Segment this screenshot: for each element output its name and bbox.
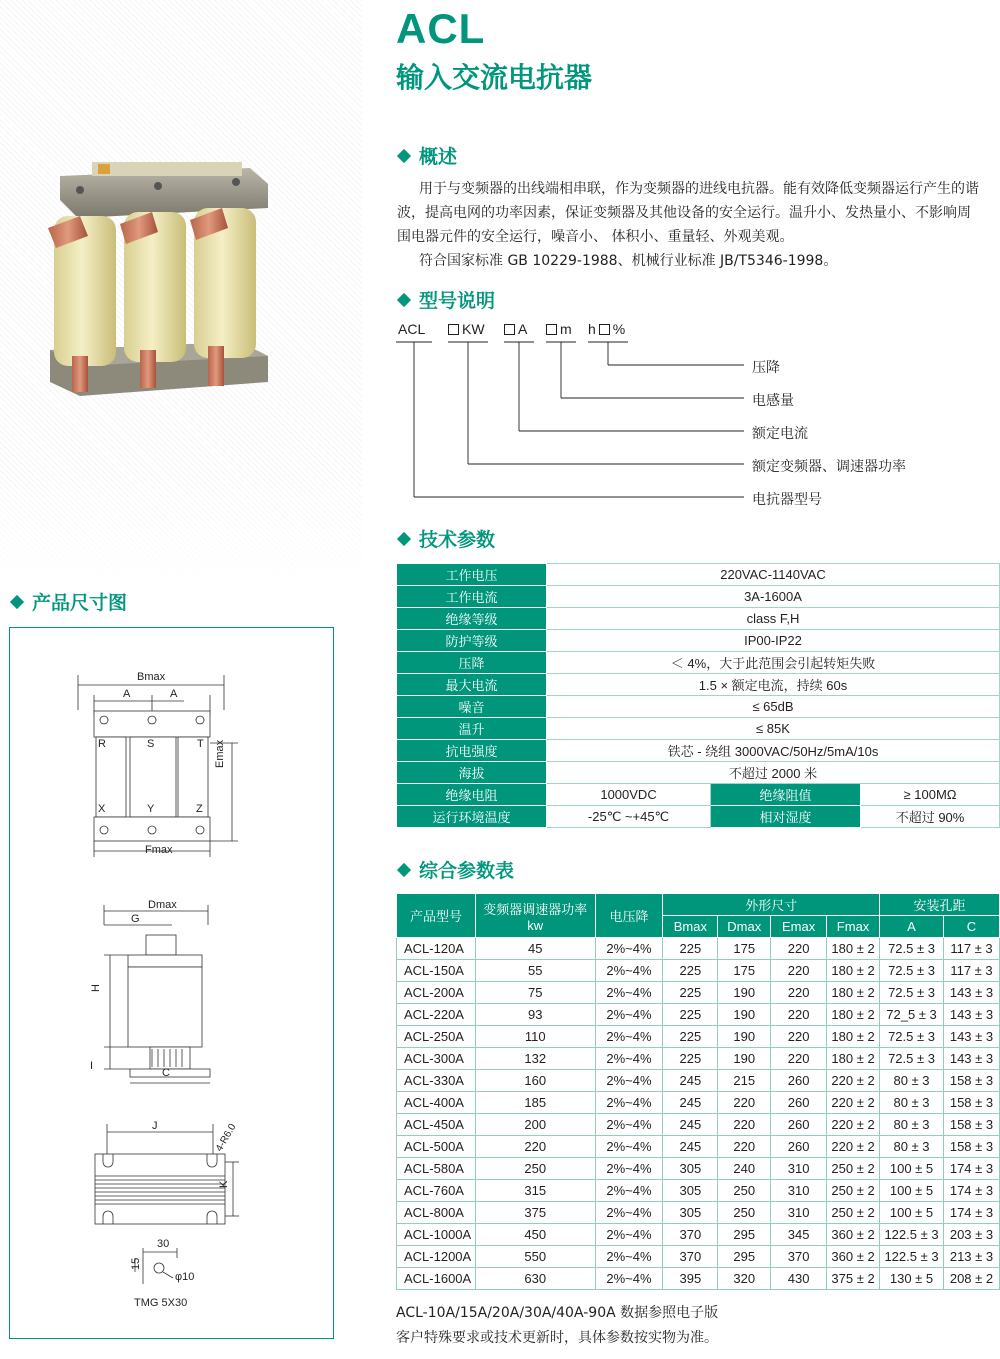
table-cell: 180 ± 2 (827, 1026, 880, 1048)
code-m (546, 321, 572, 337)
table-cell: 72.5 ± 3 (880, 1026, 944, 1048)
product-photo (40, 160, 280, 408)
table-cell: 180 ± 2 (827, 1004, 880, 1026)
tech-label: 防护等级 (397, 630, 547, 652)
table-cell: 80 ± 3 (880, 1114, 944, 1136)
table-cell: 2%~4% (595, 1114, 663, 1136)
table-cell: 220 ± 2 (827, 1114, 880, 1136)
table-cell: 2%~4% (595, 1026, 663, 1048)
model-code-leader-lines (396, 336, 756, 506)
table-cell: 305 (663, 1202, 718, 1224)
diamond-icon (397, 862, 411, 876)
legend-voltage-drop: 压降 (752, 360, 780, 376)
table-cell: 175 (718, 960, 771, 982)
code-pct-label: % (612, 321, 626, 337)
table-cell: 245 (663, 1136, 718, 1158)
table-cell: 260 (771, 1092, 827, 1114)
table-cell: 220 (771, 1004, 827, 1026)
table-cell: 122.5 ± 3 (880, 1246, 944, 1268)
label-a: A (123, 688, 131, 700)
cell-model: ACL-220A (397, 1004, 476, 1026)
table-cell: 2%~4% (595, 1180, 663, 1202)
table-cell: 360 ± 2 (827, 1246, 880, 1268)
section-dimensions (9, 588, 127, 615)
table-cell: 190 (718, 1048, 771, 1070)
code-h (588, 321, 625, 337)
table-cell: 310 (771, 1202, 827, 1224)
table-cell: 370 (663, 1246, 718, 1268)
table-row (397, 1268, 1000, 1290)
section-general (396, 856, 514, 883)
label-g: G (131, 913, 140, 925)
col-mount: 安装孔距 (880, 894, 1000, 916)
blank-box (448, 324, 459, 335)
tech-row (397, 608, 1000, 630)
table-cell: 220 (771, 938, 827, 960)
table-row (397, 1136, 1000, 1158)
table-cell: 245 (663, 1092, 718, 1114)
table-cell: 180 ± 2 (827, 1048, 880, 1070)
table-cell: 225 (663, 960, 718, 982)
table-cell: 2%~4% (595, 1070, 663, 1092)
table-cell: 117 ± 3 (943, 938, 999, 960)
tech-value: IP00-IP22 (547, 630, 1000, 652)
code-h-label: h (588, 321, 596, 337)
table-cell: 72.5 ± 3 (880, 938, 944, 960)
diamond-icon (10, 594, 24, 608)
label-z: Z (196, 803, 203, 815)
table-cell: 220 ± 2 (827, 1136, 880, 1158)
table-cell: 2%~4% (595, 1202, 663, 1224)
table-cell: 180 ± 2 (827, 982, 880, 1004)
label-a-2: A (170, 688, 178, 700)
table-cell: 110 (475, 1026, 595, 1048)
table-cell: 295 (718, 1224, 771, 1246)
tech-label: 噪音 (397, 696, 547, 718)
table-cell: 203 ± 3 (943, 1224, 999, 1246)
label-w30: 30 (157, 1238, 170, 1250)
table-cell: 225 (663, 1026, 718, 1048)
table-cell: 450 (475, 1224, 595, 1246)
legend-rated-power: 额定变频器、调速器功率 (752, 459, 906, 475)
section-overview (396, 142, 457, 169)
table-row (397, 1224, 1000, 1246)
table-cell: 370 (771, 1246, 827, 1268)
tech-row (397, 784, 1000, 806)
label-r: R (98, 738, 106, 750)
table-cell: 130 ± 5 (880, 1268, 944, 1290)
col-a: A (880, 916, 944, 938)
tech-value: ＜ 4%，大于此范围会引起转矩失败 (547, 652, 1000, 674)
cell-model: ACL-1200A (397, 1246, 476, 1268)
table-cell: 200 (475, 1114, 595, 1136)
table-cell: 80 ± 3 (880, 1070, 944, 1092)
code-prefix: ACL (398, 321, 426, 337)
table-cell: 55 (475, 960, 595, 982)
table-cell: 2%~4% (595, 1136, 663, 1158)
table-cell: 180 ± 2 (827, 960, 880, 982)
table-row (397, 1114, 1000, 1136)
table-cell: 80 ± 3 (880, 1136, 944, 1158)
table-cell: 158 ± 3 (943, 1092, 999, 1114)
note-line-1: ACL-10A/15A/20A/30A/40A-90A 数据参照电子版 (396, 1305, 719, 1321)
label-s: S (147, 738, 155, 750)
tech-value: 1000VDC (547, 784, 711, 806)
table-cell: 220 (475, 1136, 595, 1158)
table-cell: 190 (718, 982, 771, 1004)
col-power (475, 894, 595, 938)
table-cell: 370 (663, 1224, 718, 1246)
table-cell: 430 (771, 1268, 827, 1290)
table-cell: 250 ± 2 (827, 1202, 880, 1224)
table-cell: 2%~4% (595, 1004, 663, 1026)
table-cell: 260 (771, 1136, 827, 1158)
legend-inductance: 电感量 (752, 393, 794, 409)
table-cell: 174 ± 3 (943, 1180, 999, 1202)
section-title: 综合参数表 (419, 860, 515, 882)
table-cell: 80 ± 3 (880, 1092, 944, 1114)
tech-label: 最大电流 (397, 674, 547, 696)
table-row (397, 1180, 1000, 1202)
table-cell: 220 (718, 1092, 771, 1114)
table-cell: 93 (475, 1004, 595, 1026)
table-cell: 2%~4% (595, 960, 663, 982)
table-cell: 250 (475, 1158, 595, 1180)
table-cell: 260 (771, 1070, 827, 1092)
table-cell: 174 ± 3 (943, 1158, 999, 1180)
tech-value: 3A-1600A (547, 586, 1000, 608)
col-power-label: 变频器调速器功率 (483, 901, 588, 917)
table-cell: 158 ± 3 (943, 1070, 999, 1092)
table-row (397, 1026, 1000, 1048)
table-row (397, 1246, 1000, 1268)
table-cell: 310 (771, 1158, 827, 1180)
cell-model: ACL-800A (397, 1202, 476, 1224)
legend-rated-current: 额定电流 (752, 426, 808, 442)
cell-model: ACL-1000A (397, 1224, 476, 1246)
table-cell: 2%~4% (595, 982, 663, 1004)
tech-row (397, 586, 1000, 608)
table-cell: 395 (663, 1268, 718, 1290)
tech-row (397, 740, 1000, 762)
tech-label: 运行环境温度 (397, 806, 547, 828)
col-c: C (943, 916, 999, 938)
table-cell: 175 (718, 938, 771, 960)
cell-model: ACL-450A (397, 1114, 476, 1136)
table-cell: 2%~4% (595, 1246, 663, 1268)
tech-row (397, 806, 1000, 828)
cell-model: ACL-330A (397, 1070, 476, 1092)
cell-model: ACL-500A (397, 1136, 476, 1158)
cell-model: ACL-250A (397, 1026, 476, 1048)
note-line-2: 客户特殊要求或技术更新时，具体参数按实物为准。 (396, 1330, 718, 1346)
tech-value: 1.5 × 额定电流，持续 60s (547, 674, 1000, 696)
tech-value: 不超过 90% (861, 806, 1000, 828)
table-cell: 225 (663, 1004, 718, 1026)
table-cell: 2%~4% (595, 1048, 663, 1070)
table-cell: 220 ± 2 (827, 1070, 880, 1092)
table-cell: 250 (718, 1202, 771, 1224)
table-cell: 45 (475, 938, 595, 960)
table-cell: 143 ± 3 (943, 1004, 999, 1026)
tech-row (397, 630, 1000, 652)
label-r6: 4-R6.0 (214, 1122, 239, 1154)
tech-row (397, 696, 1000, 718)
label-h: H (90, 984, 102, 992)
table-cell: 320 (718, 1268, 771, 1290)
label-fmax: Fmax (145, 844, 173, 856)
overview-paragraph (397, 177, 1000, 273)
blank-box (546, 324, 557, 335)
table-cell: 240 (718, 1158, 771, 1180)
table-cell: 225 (663, 1048, 718, 1070)
table-cell: 220 (718, 1114, 771, 1136)
table-cell: 225 (663, 982, 718, 1004)
table-row (397, 1092, 1000, 1114)
table-cell: 100 ± 5 (880, 1180, 944, 1202)
cell-model: ACL-200A (397, 982, 476, 1004)
tech-label: 相对湿度 (711, 806, 861, 828)
label-h15: 15 (130, 1257, 142, 1270)
table-cell: 72.5 ± 3 (880, 960, 944, 982)
table-cell: 72_5 ± 3 (880, 1004, 944, 1026)
table-cell: 208 ± 2 (943, 1268, 999, 1290)
diamond-icon (397, 531, 411, 545)
cell-model: ACL-400A (397, 1092, 476, 1114)
table-cell: 220 ± 2 (827, 1092, 880, 1114)
tech-value: ≤ 65dB (547, 696, 1000, 718)
table-cell: 2%~4% (595, 1092, 663, 1114)
table-cell: 2%~4% (595, 1268, 663, 1290)
col-drop: 电压降 (595, 894, 663, 938)
table-row (397, 1202, 1000, 1224)
tech-label: 温升 (397, 718, 547, 740)
label-y: Y (147, 803, 155, 815)
section-title: 产品尺寸图 (32, 592, 128, 614)
tech-row (397, 718, 1000, 740)
tech-value: class F,H (547, 608, 1000, 630)
table-row (397, 1070, 1000, 1092)
cell-model: ACL-1600A (397, 1268, 476, 1290)
col-emax: Emax (771, 916, 827, 938)
label-c: C (162, 1067, 170, 1079)
tech-label: 压降 (397, 652, 547, 674)
table-cell: 2%~4% (595, 1158, 663, 1180)
tech-value: 铁芯 - 绕组 3000VAC/50Hz/5mA/10s (547, 740, 1000, 762)
table-cell: 295 (718, 1246, 771, 1268)
tech-params-table (396, 563, 1000, 828)
cell-model: ACL-760A (397, 1180, 476, 1202)
label-tmg: TMG 5X30 (134, 1297, 188, 1309)
cell-model: ACL-300A (397, 1048, 476, 1070)
label-dmax: Dmax (148, 899, 177, 911)
label-emax: Emax (214, 739, 226, 768)
tech-label: 海拔 (397, 762, 547, 784)
table-cell: 117 ± 3 (943, 960, 999, 982)
overview-line: 波，提高电网的功率因素，保证变频器及其他设备的安全运行。温升小、发热量小、不影响周 (397, 205, 971, 221)
table-cell: 310 (771, 1180, 827, 1202)
product-model: ACL (396, 5, 486, 52)
table-cell: 2%~4% (595, 1224, 663, 1246)
section-title: 概述 (419, 146, 458, 168)
table-cell: 143 ± 3 (943, 1026, 999, 1048)
tech-value: ≥ 100MΩ (861, 784, 1000, 806)
table-cell: 250 (718, 1180, 771, 1202)
section-title: 型号说明 (419, 290, 496, 312)
col-fmax: Fmax (827, 916, 880, 938)
tech-value: 不超过 2000 米 (547, 762, 1000, 784)
table-cell: 245 (663, 1114, 718, 1136)
table-cell: 190 (718, 1026, 771, 1048)
table-cell: 260 (771, 1114, 827, 1136)
blank-box (504, 324, 515, 335)
table-cell: 160 (475, 1070, 595, 1092)
label-t: T (197, 738, 204, 750)
col-model: 产品型号 (397, 894, 476, 938)
table-row (397, 1158, 1000, 1180)
tech-value: -25℃ ~+45℃ (547, 806, 711, 828)
cell-model: ACL-150A (397, 960, 476, 982)
table-cell: 250 ± 2 (827, 1158, 880, 1180)
tech-value: 220VAC-1140VAC (547, 564, 1000, 586)
table-cell: 180 ± 2 (827, 938, 880, 960)
label-phi10: φ10 (175, 1271, 195, 1283)
table-cell: 250 ± 2 (827, 1180, 880, 1202)
table-cell: 360 ± 2 (827, 1224, 880, 1246)
tech-label: 抗电强度 (397, 740, 547, 762)
table-cell: 132 (475, 1048, 595, 1070)
section-title: 技术参数 (419, 529, 496, 551)
table-cell: 2%~4% (595, 938, 663, 960)
table-cell: 220 (718, 1136, 771, 1158)
table-cell: 345 (771, 1224, 827, 1246)
product-name: 输入交流电抗器 (396, 61, 593, 94)
tech-label: 工作电流 (397, 586, 547, 608)
table-cell: 305 (663, 1180, 718, 1202)
col-outline: 外形尺寸 (663, 894, 880, 916)
table-cell: 100 ± 5 (880, 1158, 944, 1180)
table-cell: 72.5 ± 3 (880, 1048, 944, 1070)
table-row (397, 938, 1000, 960)
tech-label: 绝缘等级 (397, 608, 547, 630)
table-cell: 220 (771, 982, 827, 1004)
tech-label: 绝缘阻值 (711, 784, 861, 806)
col-bmax: Bmax (663, 916, 718, 938)
table-cell: 213 ± 3 (943, 1246, 999, 1268)
diamond-icon (397, 292, 411, 306)
cell-model: ACL-580A (397, 1158, 476, 1180)
code-a (504, 321, 527, 337)
legend-model: 电抗器型号 (752, 492, 822, 508)
section-model-desc (396, 286, 495, 313)
blank-box (599, 324, 610, 335)
table-cell: 630 (475, 1268, 595, 1290)
col-dmax: Dmax (718, 916, 771, 938)
table-cell: 158 ± 3 (943, 1136, 999, 1158)
table-cell: 220 (771, 1048, 827, 1070)
code-m-label: m (560, 321, 572, 337)
label-j: J (152, 1120, 158, 1132)
code-a-label: A (518, 321, 528, 337)
table-cell: 185 (475, 1092, 595, 1114)
tech-row (397, 762, 1000, 784)
tech-label: 绝缘电阻 (397, 784, 547, 806)
table-cell: 100 ± 5 (880, 1202, 944, 1224)
section-tech (396, 525, 495, 552)
side-view-drawing (80, 895, 230, 1090)
table-cell: 215 (718, 1070, 771, 1092)
general-params-table (396, 893, 1000, 1290)
col-power-unit: kw (527, 917, 544, 933)
tech-row (397, 674, 1000, 696)
table-cell: 305 (663, 1158, 718, 1180)
tech-row (397, 564, 1000, 586)
code-kw-label: KW (462, 321, 485, 337)
table-row (397, 1004, 1000, 1026)
table-cell: 315 (475, 1180, 595, 1202)
table-cell: 75 (475, 982, 595, 1004)
table-cell: 220 (771, 1026, 827, 1048)
table-cell: 245 (663, 1070, 718, 1092)
label-x: X (98, 803, 106, 815)
table-cell: 122.5 ± 3 (880, 1224, 944, 1246)
table-row (397, 1048, 1000, 1070)
overview-line: 用于与变频器的出线端相串联，作为变频器的进线电抗器。能有效降低变频器运行产生的谐 (419, 181, 979, 197)
tech-row (397, 652, 1000, 674)
code-kw (448, 321, 485, 337)
table-cell: 190 (718, 1004, 771, 1026)
label-i: I (90, 1060, 94, 1072)
cell-model: ACL-120A (397, 938, 476, 960)
overview-line: 符合国家标准 GB 10229-1988、机械行业标准 JB/T5346-1998。 (419, 253, 838, 269)
table-cell: 375 ± 2 (827, 1268, 880, 1290)
tech-value: ≤ 85K (547, 718, 1000, 740)
table-cell: 158 ± 3 (943, 1114, 999, 1136)
label-k: K (218, 1180, 230, 1188)
tech-label: 工作电压 (397, 564, 547, 586)
table-cell: 143 ± 3 (943, 982, 999, 1004)
label-bmax: Bmax (137, 671, 166, 683)
table-cell: 550 (475, 1246, 595, 1268)
table-cell: 174 ± 3 (943, 1202, 999, 1224)
table-cell: 143 ± 3 (943, 1048, 999, 1070)
table-cell: 375 (475, 1202, 595, 1224)
diamond-icon (397, 148, 411, 162)
table-cell: 225 (663, 938, 718, 960)
table-row (397, 982, 1000, 1004)
table-cell: 220 (771, 960, 827, 982)
table-row (397, 960, 1000, 982)
table-cell: 72.5 ± 3 (880, 982, 944, 1004)
overview-line: 围电器元件的安全运行，噪音小、 体积小、重量轻、外观美观。 (397, 229, 794, 245)
